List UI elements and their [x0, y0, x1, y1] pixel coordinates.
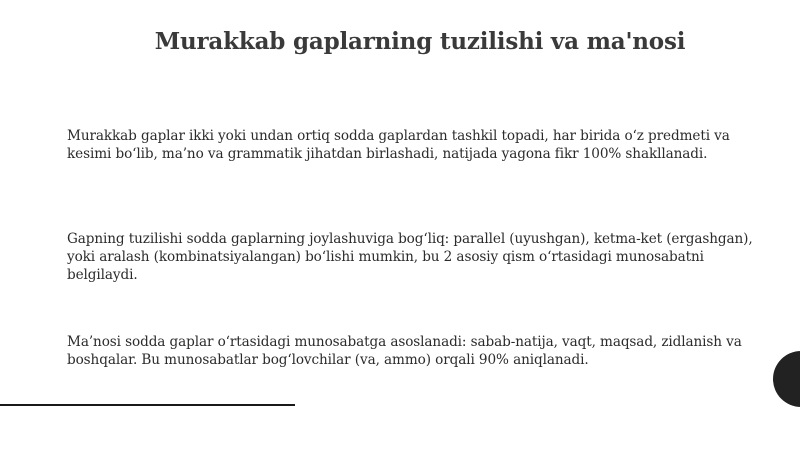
slide-title: Murakkab gaplarning tuzilishi va ma'nosi	[154, 28, 686, 55]
decorative-divider-line	[0, 404, 295, 406]
decorative-circle-shape	[773, 351, 800, 407]
paragraph-1: Murakkab gaplar ikki yoki undan ortiq sodda gaplardan tashkil topadi, har birida o‘z predmeti va kesimi bo‘lib, ma’no va grammatik jihatdan birlashadi, natijada yagona fikr 100% shakllanadi.	[67, 128, 730, 162]
paragraph-2: Gapning tuzilishi sodda gaplarning joylashuviga bog‘liq: parallel (uyushgan), ketma-ket (ergashgan), yoki aralash (kombinatsiyalangan) bo‘lishi mumkin, bu 2 asosiy qism o‘rtasidagi munosabatni belgilaydi.	[67, 231, 753, 283]
paragraph-3: Ma’nosi sodda gaplar o‘rtasidagi munosabatga asoslanadi: sabab-natija, vaqt, maqsad, zidlanish va boshqalar. Bu munosabatlar bog‘lovchilar (va, ammo) orqali 90% aniqlanadi.	[67, 334, 742, 368]
